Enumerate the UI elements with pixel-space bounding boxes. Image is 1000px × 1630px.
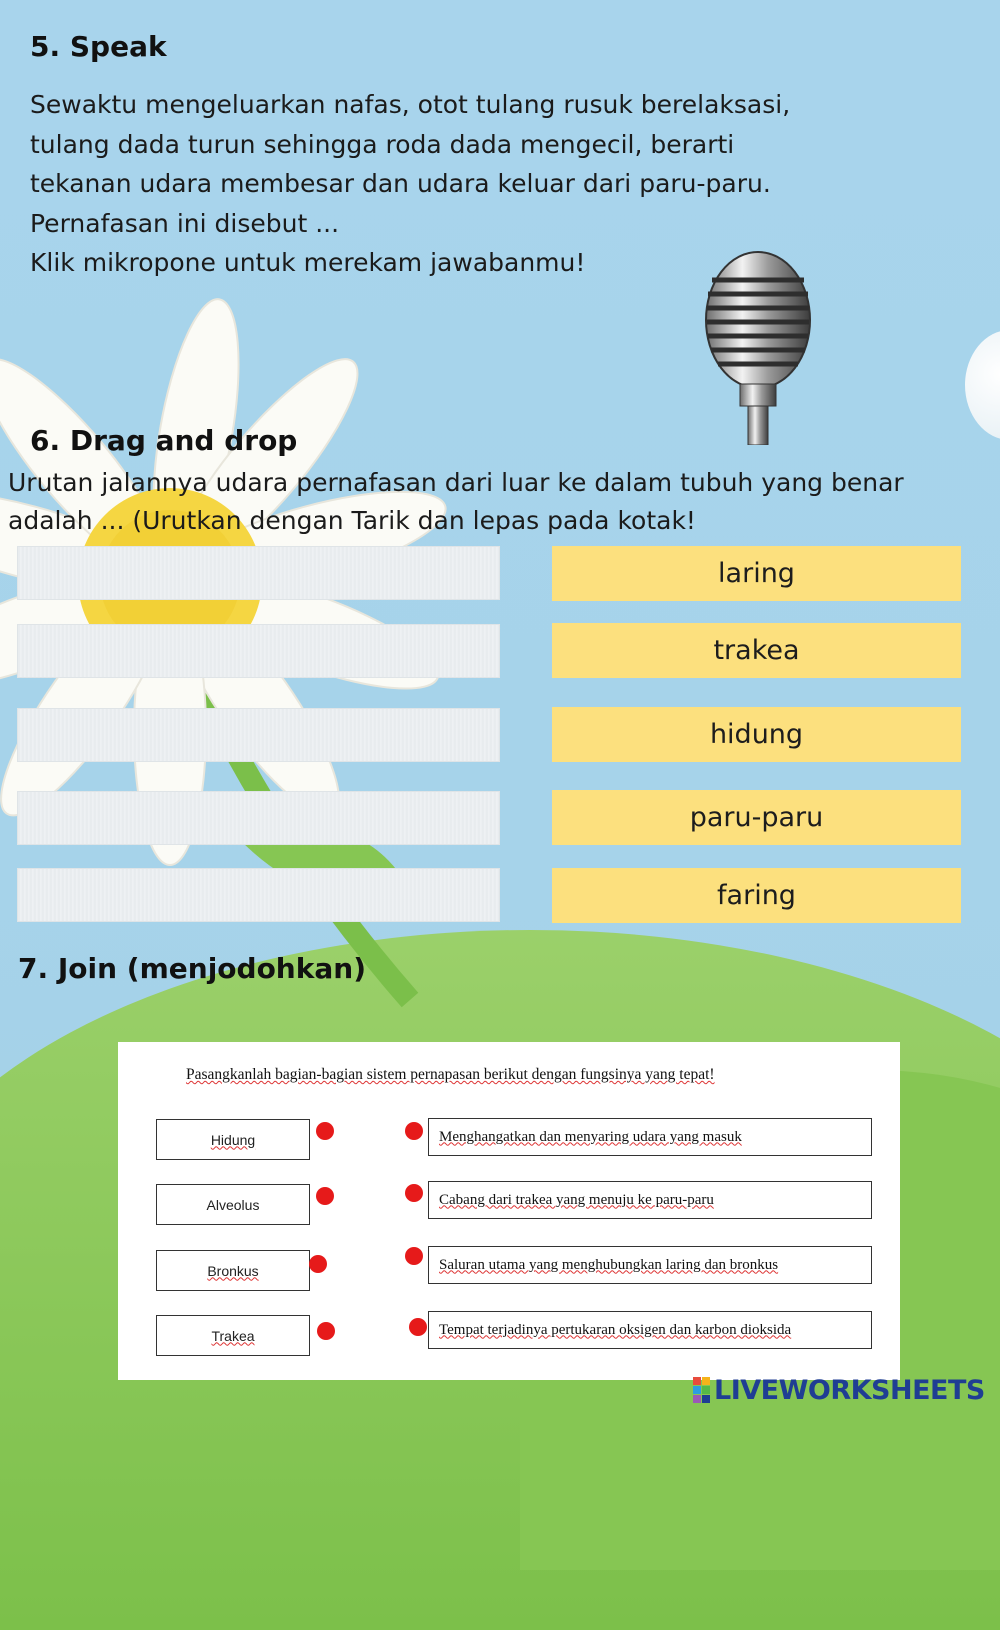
left-term: Alveolus [206,1196,260,1213]
left-term-box [156,1315,310,1356]
drop-box[interactable] [17,791,500,845]
question-line: tulang dada turun sehingga roda dada mengecil, berarti [30,129,735,159]
drag-word-laring[interactable]: laring [552,546,961,601]
section-5-title: 5. Speak [30,30,167,63]
logo-mark-icon [693,1377,710,1403]
left-term: Hidung [210,1131,256,1148]
right-definition-box [428,1181,872,1219]
brand-name: LIVEWORKSHEETS [714,1374,985,1406]
section-7-title: 7. Join (menjodohkan) [18,952,366,985]
right-connector-dot[interactable] [405,1122,423,1140]
section-6-title: 6. Drag and drop [30,424,298,457]
right-definition-box [428,1246,872,1284]
question-line: Sewaktu mengeluarkan nafas, otot tulang rusuk berelaksasi, [30,90,791,119]
definition-text: Menghangatkan dan menyaring udara yang masuk [439,1128,742,1145]
right-connector-dot[interactable] [405,1184,423,1202]
left-term-box [156,1184,310,1225]
drop-box[interactable] [17,868,500,922]
definition-text: Saluran utama yang menghubungkan laring dan bronkus [439,1256,779,1273]
liveworksheets-logo [693,1375,985,1405]
left-term-box [156,1119,310,1160]
right-definition-box [428,1311,872,1349]
definition-text: Cabang dari trakea yang menuju ke paru-paru [439,1191,714,1208]
right-connector-dot[interactable] [405,1247,423,1265]
question-line: adalah ... (Urutkan dengan Tarik dan lepas pada kotak! [8,506,696,535]
matching-worksheet [118,1042,900,1380]
left-connector-dot[interactable] [316,1187,334,1205]
question-line: Pernafasan ini disebut ... [30,208,340,238]
left-connector-dot[interactable] [317,1322,335,1340]
right-definition-box [428,1118,872,1156]
drop-box[interactable] [17,624,500,678]
right-connector-dot[interactable] [409,1318,427,1336]
section-6-question [8,464,993,540]
matching-instruction: Pasangkanlah bagian-bagian sistem pernapasan berikut dengan fungsinya yang tepat! [186,1066,715,1083]
definition-text: Tempat terjadinya pertukaran oksigen dan karbon dioksida [439,1321,792,1338]
left-term: Trakea [211,1327,255,1344]
left-connector-dot[interactable] [309,1255,327,1273]
microphone-icon[interactable] [698,250,818,445]
left-term-box [156,1250,310,1291]
drag-word-paru-paru[interactable]: paru-paru [552,790,961,845]
drop-box[interactable] [17,546,500,600]
drag-word-faring[interactable]: faring [552,868,961,923]
left-connector-dot[interactable] [316,1122,334,1140]
question-line: Klik mikropone untuk merekam jawabanmu! [30,248,586,277]
drop-box[interactable] [17,708,500,762]
question-line: Urutan jalannya udara pernafasan dari luar ke dalam tubuh yang benar [8,468,904,497]
drag-word-hidung[interactable]: hidung [552,707,961,762]
question-line: tekanan udara membesar dan udara keluar dari paru-paru. [30,169,771,198]
left-term: Bronkus [207,1262,259,1279]
drag-word-trakea[interactable]: trakea [552,623,961,678]
